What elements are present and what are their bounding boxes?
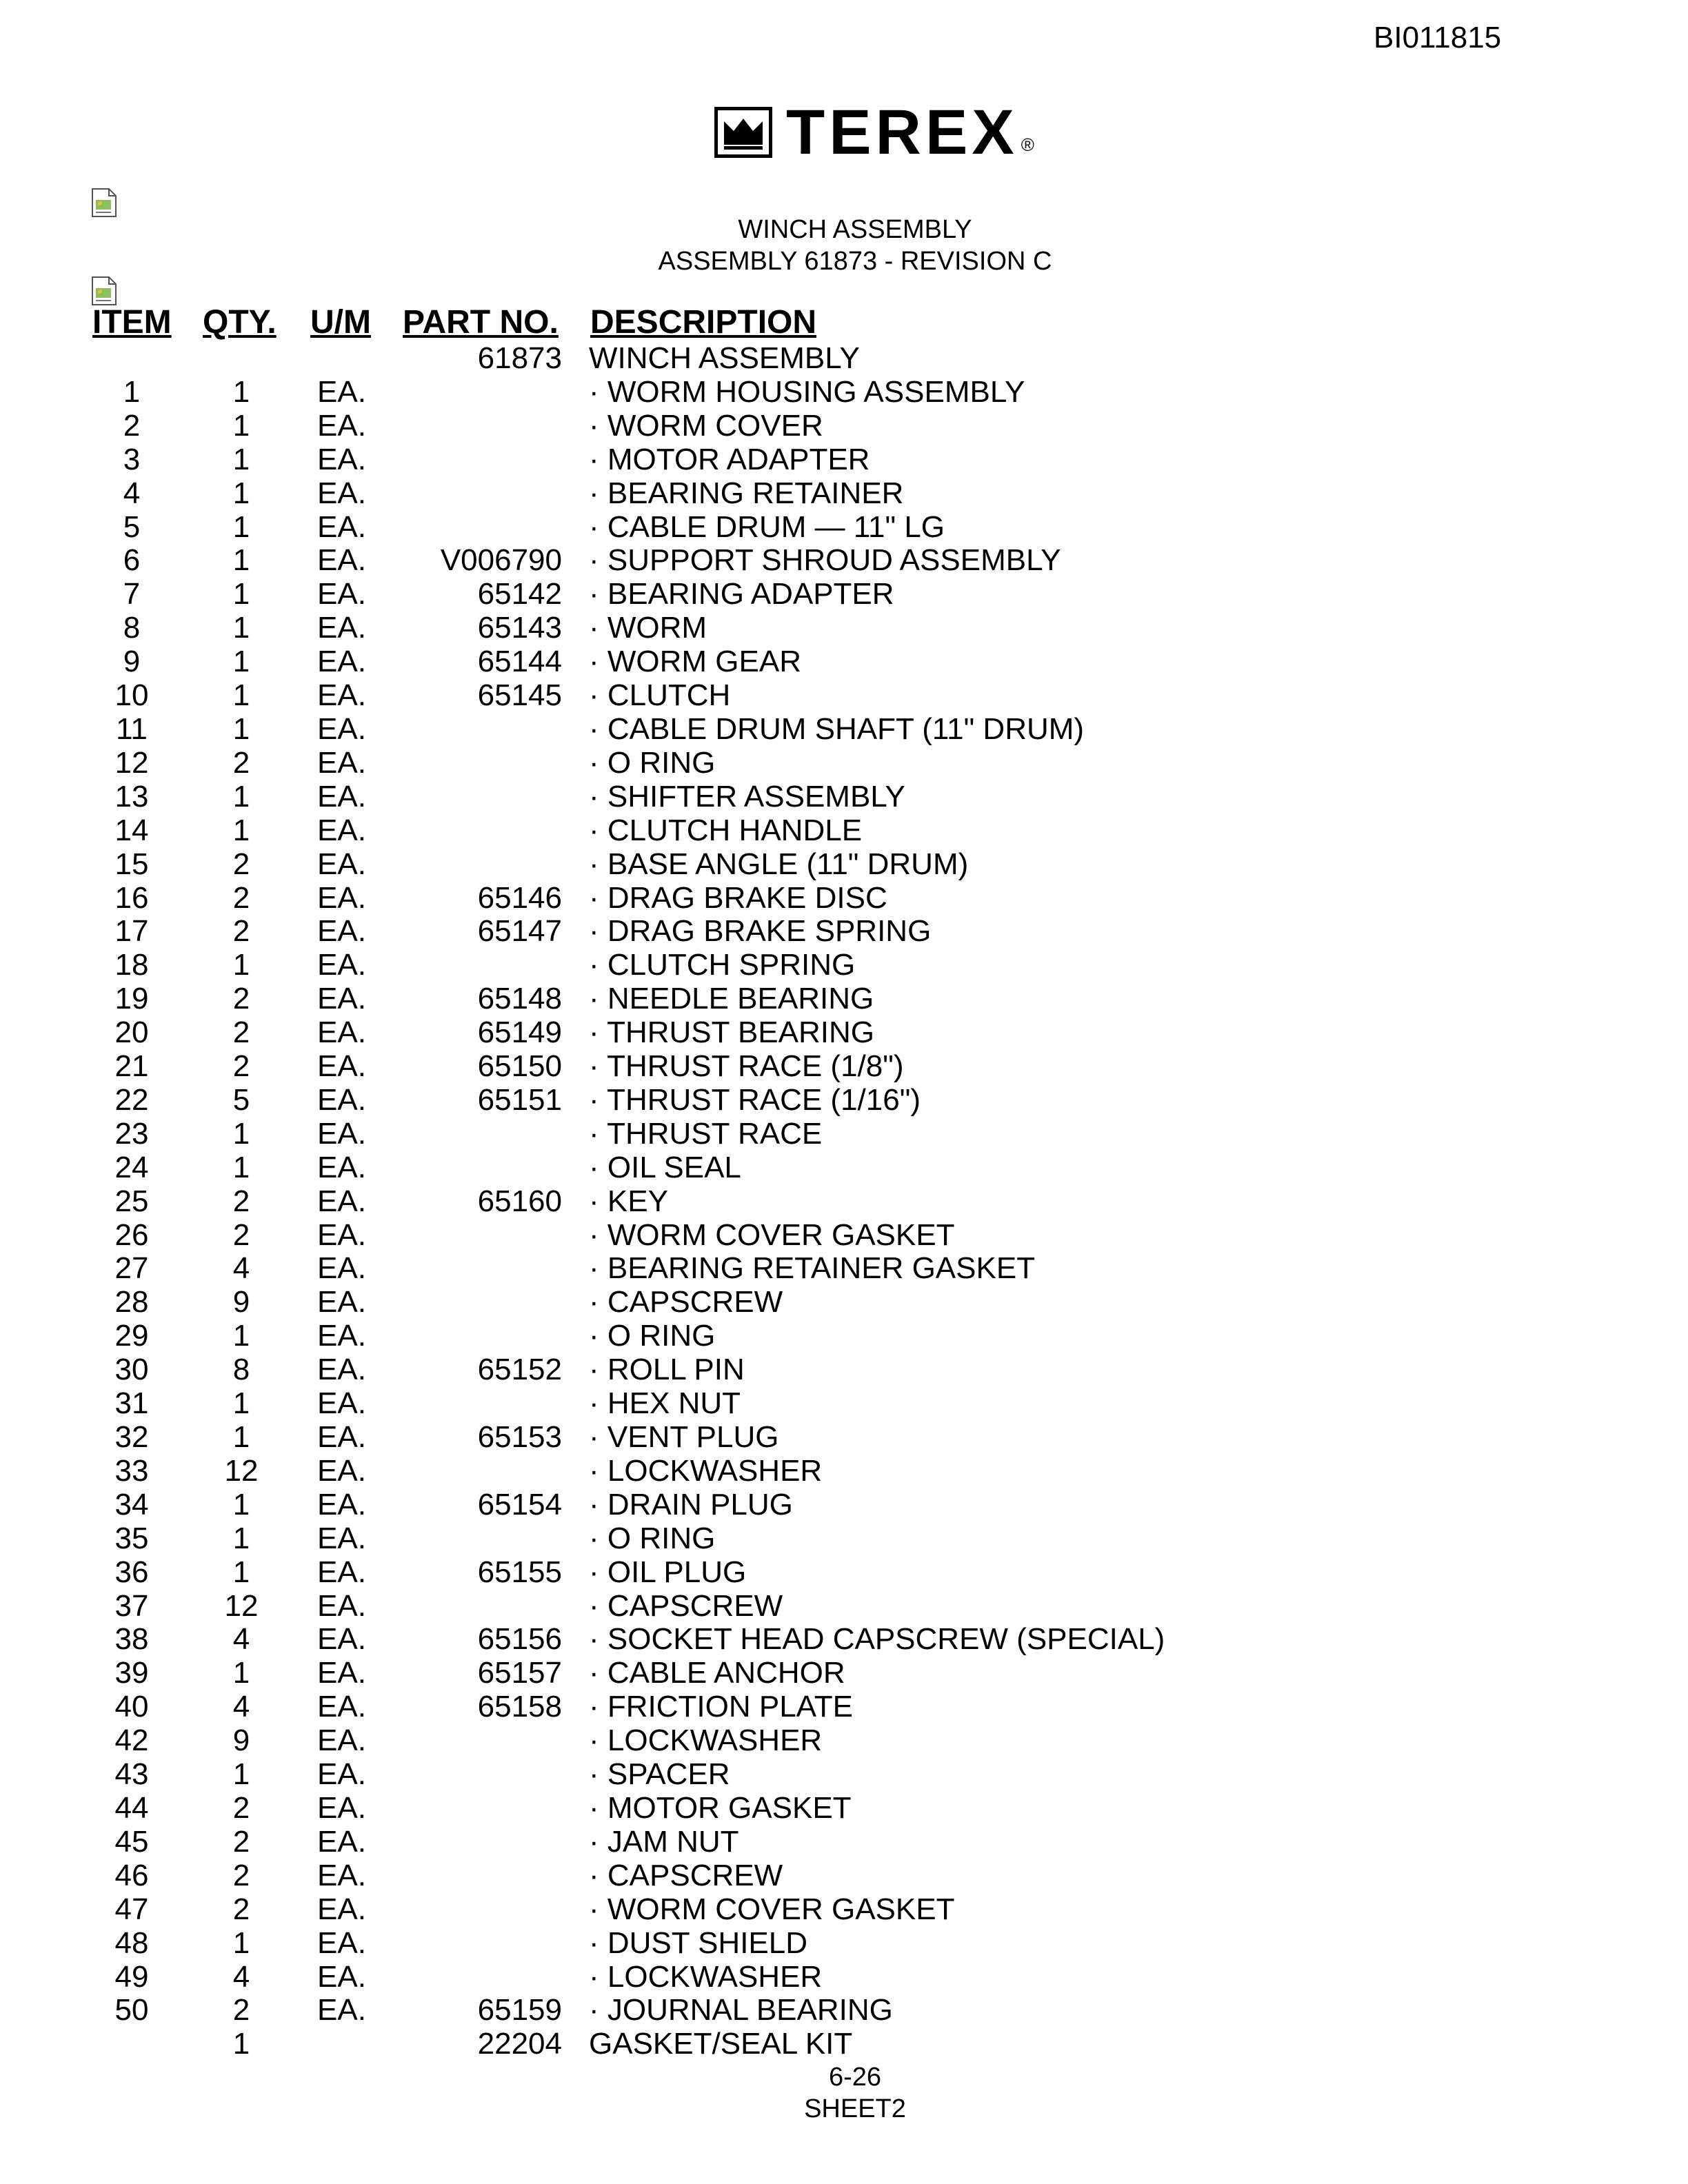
unit-of-measure: EA. bbox=[317, 1116, 366, 1151]
item-number: 18 bbox=[114, 948, 149, 982]
item-number: 3 bbox=[123, 442, 141, 476]
description: · CABLE ANCHOR bbox=[589, 1656, 845, 1690]
part-number: 22204 bbox=[477, 2027, 562, 2061]
description: · JOURNAL BEARING bbox=[589, 1993, 893, 2028]
table-row bbox=[0, 1050, 1688, 1084]
table-row bbox=[0, 1185, 1688, 1219]
unit-of-measure: EA. bbox=[317, 374, 366, 409]
table-row bbox=[0, 713, 1688, 747]
item-number: 43 bbox=[114, 1757, 149, 1792]
part-number: 65153 bbox=[477, 1420, 562, 1454]
item-number: 34 bbox=[114, 1487, 149, 1521]
item-number: 25 bbox=[114, 1184, 149, 1218]
description: · SHIFTER ASSEMBLY bbox=[589, 779, 905, 813]
table-row bbox=[0, 1758, 1688, 1792]
item-number: 12 bbox=[114, 745, 149, 780]
table-row bbox=[0, 949, 1688, 982]
description: · WORM bbox=[589, 611, 707, 645]
table-row bbox=[0, 1927, 1688, 1961]
item-number: 29 bbox=[114, 1319, 149, 1353]
item-number: 16 bbox=[114, 880, 149, 915]
unit-of-measure: EA. bbox=[317, 509, 366, 544]
quantity: 2 bbox=[232, 982, 250, 1016]
description: · JAM NUT bbox=[589, 1824, 739, 1859]
item-number: 38 bbox=[114, 1622, 149, 1657]
description: · SPACER bbox=[589, 1757, 730, 1792]
unit-of-measure: EA. bbox=[317, 711, 366, 746]
quantity: 1 bbox=[232, 1150, 250, 1184]
quantity: 1 bbox=[232, 611, 250, 645]
description: · THRUST RACE bbox=[589, 1116, 823, 1151]
unit-of-measure: EA. bbox=[317, 1858, 366, 1892]
part-number: 65159 bbox=[477, 1993, 562, 2028]
table-row bbox=[0, 1556, 1688, 1590]
item-number: 17 bbox=[114, 914, 149, 949]
quantity: 2 bbox=[232, 1824, 250, 1859]
quantity: 2 bbox=[232, 1858, 250, 1892]
description: · SOCKET HEAD CAPSCREW (SPECIAL) bbox=[589, 1622, 1165, 1657]
table-row bbox=[0, 342, 1688, 376]
table-row bbox=[0, 915, 1688, 949]
table-row bbox=[0, 1219, 1688, 1253]
quantity: 2 bbox=[232, 1184, 250, 1218]
description: GASKET/SEAL KIT bbox=[589, 2027, 853, 2061]
unit-of-measure: EA. bbox=[317, 645, 366, 679]
unit-of-measure: EA. bbox=[317, 1150, 366, 1184]
quantity: 1 bbox=[232, 442, 250, 476]
unit-of-measure: EA. bbox=[317, 678, 366, 713]
part-number: 65160 bbox=[477, 1184, 562, 1218]
description: · CLUTCH SPRING bbox=[589, 948, 856, 982]
description: · WORM COVER GASKET bbox=[589, 1217, 955, 1252]
item-number: 22 bbox=[114, 1082, 149, 1117]
part-number: 65156 bbox=[477, 1622, 562, 1657]
table-row bbox=[0, 1151, 1688, 1185]
quantity: 1 bbox=[232, 1656, 250, 1690]
unit-of-measure: EA. bbox=[317, 1555, 366, 1589]
unit-of-measure: EA. bbox=[317, 1622, 366, 1657]
description: · DRAG BRAKE DISC bbox=[589, 880, 887, 915]
part-number: 65157 bbox=[477, 1656, 562, 1690]
item-number: 30 bbox=[114, 1353, 149, 1387]
part-number: 65147 bbox=[477, 914, 562, 949]
part-number: 65158 bbox=[477, 1690, 562, 1724]
item-number: 19 bbox=[114, 982, 149, 1016]
quantity: 1 bbox=[232, 711, 250, 746]
description: · O RING bbox=[589, 1521, 716, 1555]
table-row bbox=[0, 1286, 1688, 1320]
header-um: U/M bbox=[310, 304, 371, 341]
description: · VENT PLUG bbox=[589, 1420, 779, 1454]
description: · BEARING RETAINER GASKET bbox=[589, 1251, 1036, 1286]
description: · OIL PLUG bbox=[589, 1555, 747, 1589]
table-row bbox=[0, 780, 1688, 814]
quantity: 1 bbox=[232, 1487, 250, 1521]
part-number: 65148 bbox=[477, 982, 562, 1016]
unit-of-measure: EA. bbox=[317, 1723, 366, 1758]
unit-of-measure: EA. bbox=[317, 1386, 366, 1421]
table-row bbox=[0, 1690, 1688, 1724]
unit-of-measure: EA. bbox=[317, 1690, 366, 1724]
table-row bbox=[0, 1320, 1688, 1353]
table-row bbox=[0, 511, 1688, 545]
table-row bbox=[0, 1657, 1688, 1690]
description: · CABLE DRUM SHAFT (11" DRUM) bbox=[589, 711, 1085, 746]
unit-of-measure: EA. bbox=[317, 1420, 366, 1454]
quantity: 1 bbox=[232, 1116, 250, 1151]
crown-icon bbox=[714, 107, 772, 158]
item-number: 49 bbox=[114, 1959, 149, 1994]
unit-of-measure: EA. bbox=[317, 1588, 366, 1623]
table-row bbox=[0, 679, 1688, 713]
quantity: 1 bbox=[232, 678, 250, 713]
item-number: 15 bbox=[114, 847, 149, 881]
description: · THRUST RACE (1/8") bbox=[589, 1049, 904, 1084]
description: · WORM COVER bbox=[589, 408, 823, 443]
unit-of-measure: EA. bbox=[317, 1353, 366, 1387]
unit-of-measure: EA. bbox=[317, 1217, 366, 1252]
unit-of-measure: EA. bbox=[317, 1487, 366, 1521]
unit-of-measure: EA. bbox=[317, 577, 366, 611]
unit-of-measure: EA. bbox=[317, 1082, 366, 1117]
quantity: 12 bbox=[224, 1453, 259, 1488]
description: · CAPSCREW bbox=[589, 1285, 783, 1320]
header-item: ITEM bbox=[92, 304, 172, 341]
table-row bbox=[0, 645, 1688, 679]
unit-of-measure: EA. bbox=[317, 442, 366, 476]
logo-text: TEREX bbox=[786, 97, 1018, 168]
table-row bbox=[0, 1488, 1688, 1522]
table-row bbox=[0, 1421, 1688, 1455]
unit-of-measure: EA. bbox=[317, 408, 366, 443]
quantity: 1 bbox=[232, 1925, 250, 1960]
item-number: 13 bbox=[114, 779, 149, 813]
item-number: 50 bbox=[114, 1993, 149, 2028]
part-number: 65149 bbox=[477, 1015, 562, 1050]
quantity: 2 bbox=[232, 745, 250, 780]
item-number: 1 bbox=[123, 374, 141, 409]
item-number: 7 bbox=[123, 577, 141, 611]
unit-of-measure: EA. bbox=[317, 1993, 366, 2028]
description: · THRUST RACE (1/16") bbox=[589, 1082, 921, 1117]
unit-of-measure: EA. bbox=[317, 1925, 366, 1960]
quantity: 9 bbox=[232, 1285, 250, 1320]
quantity: 1 bbox=[232, 1319, 250, 1353]
item-number: 11 bbox=[116, 711, 148, 746]
sheet-label: SHEET2 bbox=[804, 2094, 906, 2123]
unit-of-measure: EA. bbox=[317, 914, 366, 949]
description: · FRICTION PLATE bbox=[589, 1690, 853, 1724]
quantity: 1 bbox=[232, 1521, 250, 1555]
description: · ROLL PIN bbox=[589, 1353, 745, 1387]
part-number: 65152 bbox=[477, 1353, 562, 1387]
description: · MOTOR GASKET bbox=[589, 1790, 852, 1825]
quantity: 2 bbox=[232, 1217, 250, 1252]
description: · WORM COVER GASKET bbox=[589, 1892, 955, 1926]
quantity: 1 bbox=[232, 408, 250, 443]
item-number: 27 bbox=[114, 1251, 149, 1286]
quantity: 1 bbox=[232, 509, 250, 544]
item-number: 10 bbox=[114, 678, 149, 713]
table-row bbox=[0, 410, 1688, 443]
table-row bbox=[0, 611, 1688, 645]
item-number: 8 bbox=[123, 611, 141, 645]
table-row bbox=[0, 1994, 1688, 2028]
unit-of-measure: EA. bbox=[317, 1319, 366, 1353]
unit-of-measure: EA. bbox=[317, 982, 366, 1016]
description: · SUPPORT SHROUD ASSEMBLY bbox=[589, 543, 1061, 578]
part-number: 65144 bbox=[477, 645, 562, 679]
quantity: 4 bbox=[232, 1622, 250, 1657]
item-number: 21 bbox=[114, 1049, 149, 1084]
item-number: 32 bbox=[114, 1420, 149, 1454]
quantity: 1 bbox=[232, 543, 250, 578]
quantity: 1 bbox=[232, 374, 250, 409]
quantity: 2 bbox=[232, 1015, 250, 1050]
table-row bbox=[0, 578, 1688, 611]
description: · BEARING RETAINER bbox=[589, 476, 904, 510]
unit-of-measure: EA. bbox=[317, 1824, 366, 1859]
quantity: 4 bbox=[232, 1251, 250, 1286]
table-row bbox=[0, 544, 1688, 578]
quantity: 1 bbox=[232, 2027, 250, 2061]
assembly-title: WINCH ASSEMBLY bbox=[738, 215, 972, 244]
header-part-no: PART NO. bbox=[403, 304, 559, 341]
unit-of-measure: EA. bbox=[317, 779, 366, 813]
table-row bbox=[0, 1961, 1688, 1994]
quantity: 1 bbox=[232, 779, 250, 813]
item-number: 47 bbox=[114, 1892, 149, 1926]
description: WINCH ASSEMBLY bbox=[589, 341, 860, 375]
description: · CAPSCREW bbox=[589, 1588, 783, 1623]
quantity: 1 bbox=[232, 813, 250, 847]
header-description: DESCRIPTION bbox=[590, 304, 817, 341]
table-row bbox=[0, 882, 1688, 916]
unit-of-measure: EA. bbox=[317, 1892, 366, 1926]
quantity: 2 bbox=[232, 1790, 250, 1825]
table-row bbox=[0, 2028, 1688, 2061]
description: · CAPSCREW bbox=[589, 1858, 783, 1892]
table-row bbox=[0, 1724, 1688, 1758]
table-row bbox=[0, 1353, 1688, 1387]
table-row bbox=[0, 1590, 1688, 1624]
description: · CLUTCH bbox=[589, 678, 731, 713]
quantity: 2 bbox=[232, 914, 250, 949]
unit-of-measure: EA. bbox=[317, 1757, 366, 1792]
description: · KEY bbox=[589, 1184, 668, 1218]
item-number: 26 bbox=[114, 1217, 149, 1252]
unit-of-measure: EA. bbox=[317, 1285, 366, 1320]
table-row bbox=[0, 1084, 1688, 1118]
table-row bbox=[0, 1387, 1688, 1421]
unit-of-measure: EA. bbox=[317, 948, 366, 982]
description: · WORM GEAR bbox=[589, 645, 801, 679]
table-row bbox=[0, 1859, 1688, 1893]
quantity: 2 bbox=[232, 1993, 250, 2028]
item-number: 35 bbox=[114, 1521, 149, 1555]
unit-of-measure: EA. bbox=[317, 745, 366, 780]
header-qty: QTY. bbox=[203, 304, 277, 341]
table-row bbox=[0, 1792, 1688, 1826]
description: · DRAG BRAKE SPRING bbox=[589, 914, 932, 949]
description: · O RING bbox=[589, 1319, 716, 1353]
part-number: 65142 bbox=[477, 577, 562, 611]
quantity: 1 bbox=[232, 1757, 250, 1792]
document-image-icon[interactable] bbox=[91, 188, 117, 218]
assembly-subtitle: ASSEMBLY 61873 - REVISION C bbox=[658, 247, 1052, 276]
quantity: 1 bbox=[232, 645, 250, 679]
table-row bbox=[0, 982, 1688, 1016]
item-number: 28 bbox=[114, 1285, 149, 1320]
description: · DUST SHIELD bbox=[589, 1925, 808, 1960]
item-number: 23 bbox=[114, 1116, 149, 1151]
unit-of-measure: EA. bbox=[317, 611, 366, 645]
item-number: 39 bbox=[114, 1656, 149, 1690]
quantity: 2 bbox=[232, 847, 250, 881]
unit-of-measure: EA. bbox=[317, 847, 366, 881]
table-row bbox=[0, 1252, 1688, 1286]
item-number: 45 bbox=[114, 1824, 149, 1859]
table-row bbox=[0, 848, 1688, 882]
page-number: 6-26 bbox=[828, 2063, 882, 2092]
item-number: 42 bbox=[114, 1723, 149, 1758]
quantity: 4 bbox=[232, 1959, 250, 1994]
table-row bbox=[0, 747, 1688, 780]
item-number: 4 bbox=[123, 476, 141, 510]
quantity: 2 bbox=[232, 880, 250, 915]
table-row bbox=[0, 1455, 1688, 1488]
item-number: 14 bbox=[114, 813, 149, 847]
quantity: 2 bbox=[232, 1049, 250, 1084]
document-image-icon[interactable] bbox=[91, 276, 117, 306]
item-number: 5 bbox=[123, 509, 141, 544]
item-number: 20 bbox=[114, 1015, 149, 1050]
part-number: 65146 bbox=[477, 880, 562, 915]
description: · OIL SEAL bbox=[589, 1150, 741, 1184]
part-number: 65154 bbox=[477, 1487, 562, 1521]
unit-of-measure: EA. bbox=[317, 1790, 366, 1825]
item-number: 24 bbox=[114, 1150, 149, 1184]
part-number: 65155 bbox=[477, 1555, 562, 1589]
unit-of-measure: EA. bbox=[317, 1521, 366, 1555]
item-number: 31 bbox=[114, 1386, 149, 1421]
table-row bbox=[0, 443, 1688, 477]
part-number: 65145 bbox=[477, 678, 562, 713]
item-number: 46 bbox=[114, 1858, 149, 1892]
quantity: 5 bbox=[232, 1082, 250, 1117]
unit-of-measure: EA. bbox=[317, 813, 366, 847]
item-number: 36 bbox=[114, 1555, 149, 1589]
parts-list bbox=[0, 342, 1688, 2061]
table-row bbox=[0, 1826, 1688, 1859]
quantity: 8 bbox=[232, 1353, 250, 1387]
table-row bbox=[0, 477, 1688, 511]
unit-of-measure: EA. bbox=[317, 1251, 366, 1286]
item-number: 44 bbox=[114, 1790, 149, 1825]
description: · LOCKWASHER bbox=[589, 1723, 823, 1758]
unit-of-measure: EA. bbox=[317, 1015, 366, 1050]
item-number: 40 bbox=[114, 1690, 149, 1724]
item-number: 37 bbox=[114, 1588, 149, 1623]
registered-mark: ® bbox=[1021, 134, 1034, 155]
description: · DRAIN PLUG bbox=[589, 1487, 793, 1521]
document-id: BI011815 bbox=[1374, 21, 1502, 54]
quantity: 9 bbox=[232, 1723, 250, 1758]
description: · LOCKWASHER bbox=[589, 1453, 823, 1488]
item-number: 48 bbox=[114, 1925, 149, 1960]
item-number: 33 bbox=[114, 1453, 149, 1488]
description: · NEEDLE BEARING bbox=[589, 982, 874, 1016]
quantity: 4 bbox=[232, 1690, 250, 1724]
terex-logo bbox=[714, 97, 1034, 168]
description: · BASE ANGLE (11" DRUM) bbox=[589, 847, 969, 881]
table-row bbox=[0, 376, 1688, 410]
item-number: 6 bbox=[123, 543, 141, 578]
quantity: 1 bbox=[232, 577, 250, 611]
part-number: V006790 bbox=[440, 543, 562, 578]
description: · THRUST BEARING bbox=[589, 1015, 874, 1050]
item-number: 9 bbox=[123, 645, 141, 679]
quantity: 1 bbox=[232, 1386, 250, 1421]
description: · CABLE DRUM — 11" LG bbox=[589, 509, 945, 544]
description: · O RING bbox=[589, 745, 716, 780]
table-row bbox=[0, 1016, 1688, 1050]
description: · WORM HOUSING ASSEMBLY bbox=[589, 374, 1025, 409]
unit-of-measure: EA. bbox=[317, 1656, 366, 1690]
quantity: 2 bbox=[232, 1892, 250, 1926]
description: · LOCKWASHER bbox=[589, 1959, 823, 1994]
part-number: 65151 bbox=[477, 1082, 562, 1117]
item-number: 2 bbox=[123, 408, 141, 443]
table-row bbox=[0, 1118, 1688, 1151]
table-row bbox=[0, 1623, 1688, 1657]
part-number: 61873 bbox=[477, 341, 562, 375]
quantity: 1 bbox=[232, 1555, 250, 1589]
description: · BEARING ADAPTER bbox=[589, 577, 894, 611]
quantity: 1 bbox=[232, 1420, 250, 1454]
unit-of-measure: EA. bbox=[317, 880, 366, 915]
part-number: 65150 bbox=[477, 1049, 562, 1084]
description: · MOTOR ADAPTER bbox=[589, 442, 870, 476]
description: · HEX NUT bbox=[589, 1386, 741, 1421]
unit-of-measure: EA. bbox=[317, 543, 366, 578]
quantity: 1 bbox=[232, 948, 250, 982]
table-row bbox=[0, 1893, 1688, 1927]
quantity: 1 bbox=[232, 476, 250, 510]
unit-of-measure: EA. bbox=[317, 1453, 366, 1488]
unit-of-measure: EA. bbox=[317, 1184, 366, 1218]
description: · CLUTCH HANDLE bbox=[589, 813, 863, 847]
unit-of-measure: EA. bbox=[317, 1049, 366, 1084]
unit-of-measure: EA. bbox=[317, 1959, 366, 1994]
table-row bbox=[0, 814, 1688, 848]
quantity: 12 bbox=[224, 1588, 259, 1623]
part-number: 65143 bbox=[477, 611, 562, 645]
table-row bbox=[0, 1522, 1688, 1556]
unit-of-measure: EA. bbox=[317, 476, 366, 510]
